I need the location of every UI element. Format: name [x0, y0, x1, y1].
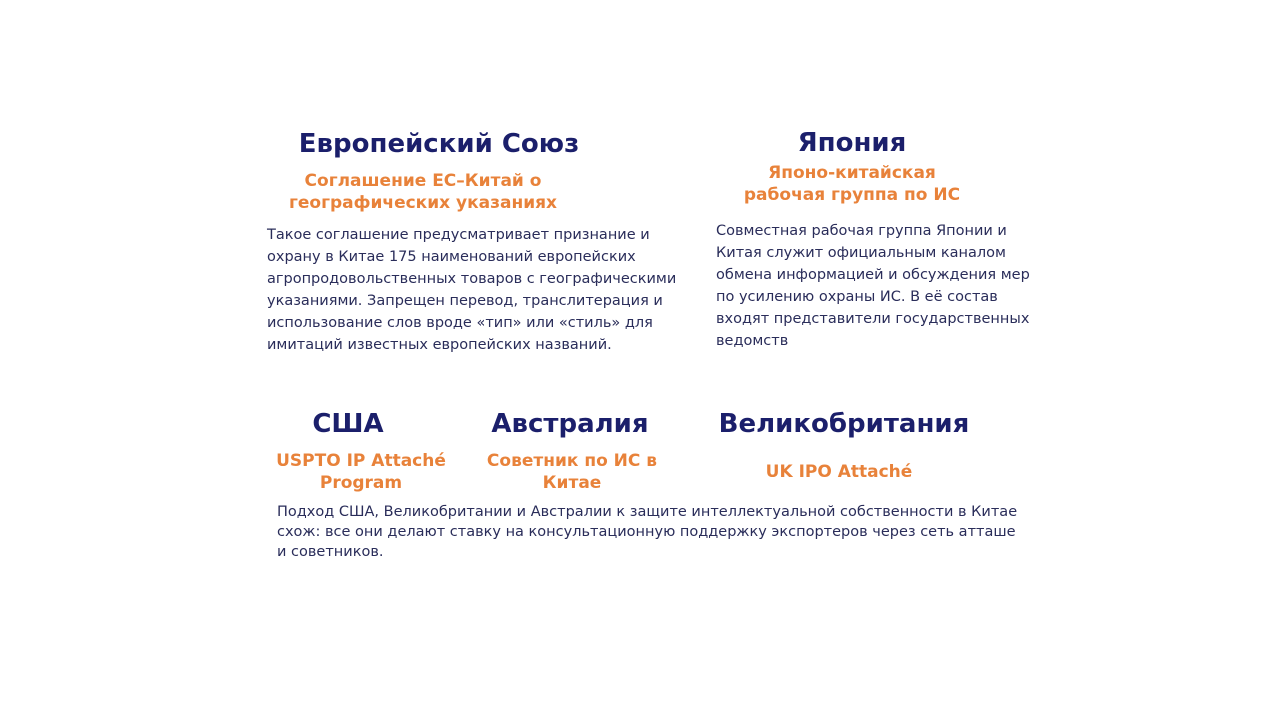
summary-text: Подход США, Великобритании и Австралии к защите интеллектуальной собственности в Китае схож: все они делают ставку на консультационную поддержку экспортеров через сеть атташе и советников. [277, 504, 1018, 560]
australia-title: Австралия [491, 409, 649, 439]
usa-title: США [312, 409, 384, 439]
eu-title: Европейский Союз [298, 129, 580, 159]
eu-subtitle: Соглашение ЕС–Китай о географических указаниях [289, 171, 557, 213]
uk-subtitle: UK IPO Attaché [765, 462, 913, 482]
uk-title: Великобритания [718, 409, 970, 439]
japan-subtitle: Японо-китайская рабочая группа по ИС [743, 163, 961, 205]
eu-description: Такое соглашение предусматривает признание и охрану в Китае 175 наименований европейских агропродовольственных товаров с географическими указаниями. Запрещен перевод, транслитерация и использование слов вроде «тип» или «стиль» для имитаций известных европейских названий. [267, 227, 677, 353]
usa-subtitle: USPTO IP Attaché Program [276, 451, 446, 493]
australia-subtitle: Советник по ИС в Китае [486, 451, 658, 493]
japan-title: Япония [797, 128, 907, 158]
japan-description: Совместная рабочая группа Японии и Китая служит официальным каналом обмена информацией и обсуждения мер по усилению охраны ИС. В её состав входят представители государственных ведомств [716, 223, 1030, 349]
